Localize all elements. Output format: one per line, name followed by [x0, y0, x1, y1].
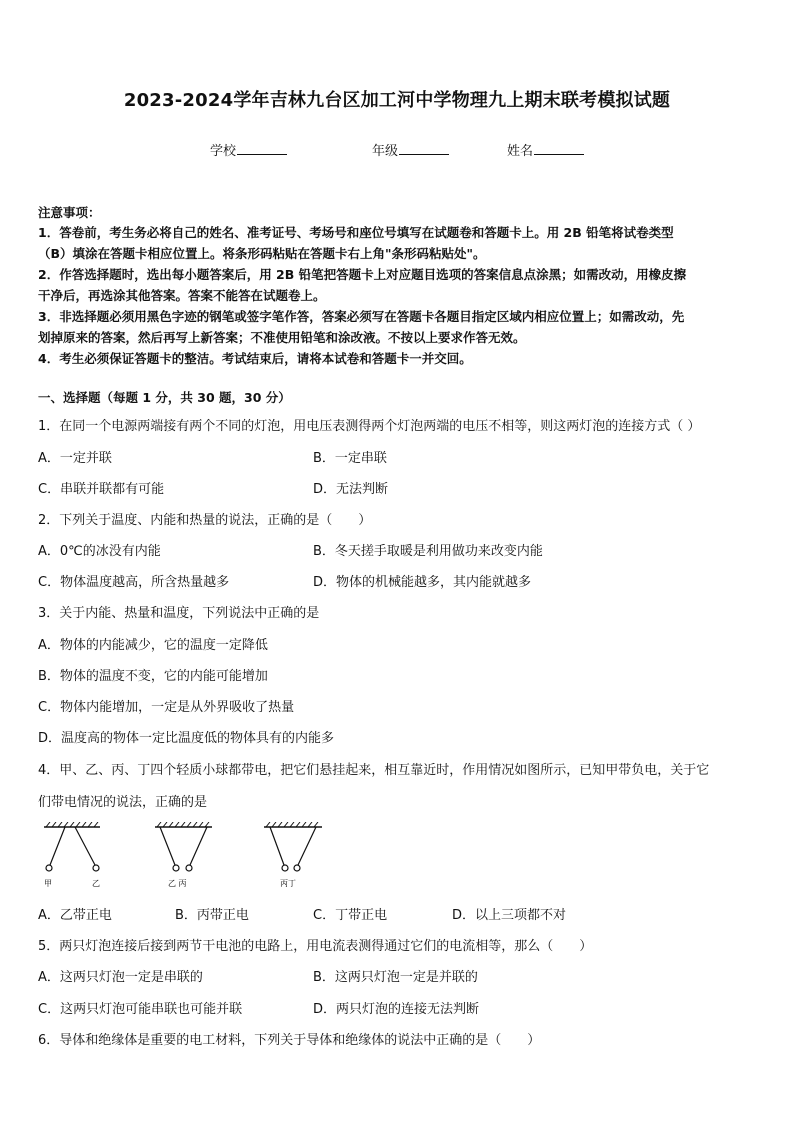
question-stem: 3．关于内能、热量和温度，下列说法中正确的是 — [38, 606, 320, 621]
section-heading: 一、选择题（每题 1 分，共 30 题，30 分） — [38, 390, 291, 405]
question-stem: 1．在同一个电源两端接有两个不同的灯泡，用电压表测得两个灯泡两端的电压不相等，则这两灯泡的连接方式（ ） — [38, 419, 701, 434]
option-b: B．冬天搓手取暖是利用做功来改变内能 — [313, 544, 543, 559]
option-d: D．温度高的物体一定比温度低的物体具有的内能多 — [38, 731, 335, 746]
hanger-1 — [44, 822, 100, 871]
question-stem: 5．两只灯泡连接后接到两节干电池的电路上，用电流表测得通过它们的电流相等，那么（ ） — [38, 939, 593, 954]
name-blank — [534, 142, 584, 155]
hanger-3 — [264, 822, 322, 871]
note-line: 3．非选择题必须用黑色字迹的钢笔或签字笔作答，答案必须写在答题卡各题目指定区域内相应位置上；如需改动，先 — [38, 309, 685, 324]
option-c: C．物体内能增加，一定是从外界吸收了热量 — [38, 700, 295, 715]
hanger-2 — [155, 822, 212, 871]
question-stem: 2．下列关于温度、内能和热量的说法，正确的是（ ） — [38, 513, 372, 528]
note-line: （B）填涂在答题卡相应位置上。将条形码粘贴在答题卡右上角"条形码粘贴处"。 — [38, 246, 486, 261]
question-stem: 们带电情况的说法，正确的是 — [38, 795, 208, 810]
option-d: D．无法判断 — [313, 482, 389, 497]
label-bing-ding: 丙丁 — [280, 879, 296, 888]
note-line: 干净后，再选涂其他答案。答案不能答在试题卷上。 — [38, 288, 326, 303]
option-b: B．丙带正电 — [175, 908, 249, 923]
question-stem: 4．甲、乙、丙、丁四个轻质小球都带电，把它们悬挂起来，相互靠近时，作用情况如图所示，已知甲带负电，关于它 — [38, 763, 710, 778]
exam-title: 2023-2024学年吉林九台区加工河中学物理九上期末联考模拟试题 — [123, 90, 671, 111]
name-label: 姓名 — [507, 144, 534, 159]
label-jia: 甲 — [44, 879, 52, 888]
grade-blank — [399, 142, 449, 155]
option-b: B．物体的温度不变，它的内能可能增加 — [38, 669, 268, 684]
option-d: D．两只灯泡的连接无法判断 — [313, 1002, 480, 1017]
name-field — [507, 140, 584, 159]
grade-field — [372, 140, 449, 159]
grade-label: 年级 — [372, 144, 399, 159]
option-c: C．物体温度越高，所含热量越多 — [38, 575, 230, 590]
notes-heading: 注意事项： — [38, 205, 101, 220]
option-c: C．这两只灯泡可能串联也可能并联 — [38, 1002, 243, 1017]
school-field — [210, 140, 287, 159]
label-yi-bing: 乙 丙 — [168, 879, 187, 888]
option-a: A．乙带正电 — [38, 908, 112, 923]
option-c: C．丁带正电 — [313, 908, 388, 923]
note-line: 1．答卷前，考生务必将自己的姓名、准考证号、考场号和座位号填写在试题卷和答题卡上。用 2B 铅笔将试卷类型 — [38, 225, 674, 240]
note-line: 2．作答选择题时，选出每小题答案后，用 2B 铅笔把答题卡上对应题目选项的答案信息点涂黑；如需改动，用橡皮擦 — [38, 267, 687, 282]
option-d: D．以上三项都不对 — [452, 908, 567, 923]
label-yi: 乙 — [92, 879, 100, 888]
school-label: 学校 — [210, 144, 237, 159]
option-b: B．这两只灯泡一定是并联的 — [313, 970, 478, 985]
note-line: 划掉原来的答案，然后再写上新答案；不准使用铅笔和涂改液。不按以上要求作答无效。 — [38, 330, 526, 345]
option-d: D．物体的机械能越多，其内能就越多 — [313, 575, 532, 590]
option-a: A．物体的内能减少，它的温度一定降低 — [38, 638, 268, 653]
option-a: A．一定并联 — [38, 451, 112, 466]
option-b: B．一定串联 — [313, 451, 387, 466]
option-a: A．0℃的冰没有内能 — [38, 544, 161, 559]
charged-balls-figure — [40, 822, 330, 894]
question-stem: 6．导体和绝缘体是重要的电工材料，下列关于导体和绝缘体的说法中正确的是（ ） — [38, 1033, 541, 1048]
option-c: C．串联并联都有可能 — [38, 482, 165, 497]
note-line: 4．考生必须保证答题卡的整洁。考试结束后，请将本试卷和答题卡一并交回。 — [38, 351, 472, 366]
option-a: A．这两只灯泡一定是串联的 — [38, 970, 203, 985]
school-blank — [237, 142, 287, 155]
